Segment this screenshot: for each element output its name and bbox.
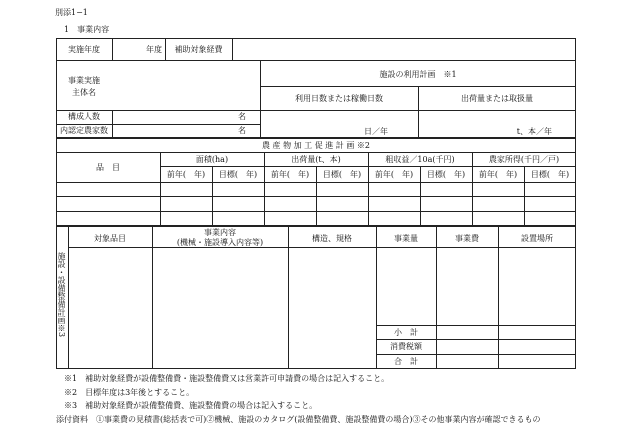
header-structure: 構造、規格 xyxy=(312,234,352,243)
note-1: ※1 補助対象経費が設備整備費・施設整備費又は営業許可申請費の場合は記入すること。 xyxy=(64,374,390,383)
days-label: 利用日数または稼働日数 xyxy=(295,94,383,103)
members-unit: 名 xyxy=(238,112,246,121)
header-cost: 事業費 xyxy=(455,234,479,243)
farmers-label: 内認定農家数 xyxy=(60,126,108,135)
section-title: 1 事業内容 xyxy=(64,25,110,34)
prev-year-label: 前年( 年) xyxy=(374,170,414,179)
header-item: 対象品目 xyxy=(94,234,126,243)
facility-side-label: 施設・設備整備計画※3 xyxy=(57,252,66,338)
header-content-1: 事業内容 xyxy=(204,228,236,237)
prev-year-label: 前年( 年) xyxy=(270,170,310,179)
item-label: 品 目 xyxy=(96,163,120,172)
appendix-label: 別添1−1 xyxy=(55,8,88,17)
year-label: 実施年度 xyxy=(68,45,100,54)
target-year-label: 目標( 年) xyxy=(322,170,362,179)
total-label: 合 計 xyxy=(394,357,418,366)
group-revenue: 粗収益／10a(千円) xyxy=(385,155,455,164)
note-2: ※2 目標年度は3年後とすること。 xyxy=(64,388,195,397)
members-label: 構成人数 xyxy=(68,112,100,121)
prev-year-label: 前年( 年) xyxy=(166,170,206,179)
subtotal-label: 小 計 xyxy=(394,328,418,337)
facility-plan-title: 施設の利用計画 ※1 xyxy=(379,70,457,79)
header-location: 設置場所 xyxy=(521,234,553,243)
prev-year-label: 前年( 年) xyxy=(478,170,518,179)
target-year-label: 目標( 年) xyxy=(530,170,570,179)
target-year-label: 目標( 年) xyxy=(218,170,258,179)
group-shipping: 出荷量(t、本) xyxy=(291,155,341,164)
header-content-2: (機械・施設導入内容等) xyxy=(176,238,264,247)
shipping-unit: t、本／年 xyxy=(516,127,552,136)
target-year-label: 目標( 年) xyxy=(426,170,466,179)
days-unit: 日／年 xyxy=(364,127,388,136)
group-area: 面積(ha) xyxy=(195,155,229,164)
shipping-label: 出荷量または取扱量 xyxy=(461,94,533,103)
year-unit: 年度 xyxy=(146,45,162,54)
note-3: ※3 補助対象経費が設備整備費、施設整備費の場合は記入すること。 xyxy=(64,401,318,410)
promotion-title: 農 産 物 加 工 促 進 計 画 ※2 xyxy=(262,141,370,150)
header-quantity: 事業量 xyxy=(394,234,418,243)
tax-label: 消費税額 xyxy=(390,342,422,351)
group-income: 農家所得(千円／戸) xyxy=(488,155,560,164)
farmers-unit: 名 xyxy=(238,126,246,135)
cost-label: 補助対象経費 xyxy=(174,45,223,54)
attachment-note: 添付資料 ①事業費の見積書(総括表で可)②機械、施設のカタログ(設備整備費、施設整備費の場合)③その他事業内容が確認できるもの xyxy=(56,415,541,424)
entity-label-2: 主体名 xyxy=(72,88,96,97)
entity-label-1: 事業実施 xyxy=(68,76,100,85)
